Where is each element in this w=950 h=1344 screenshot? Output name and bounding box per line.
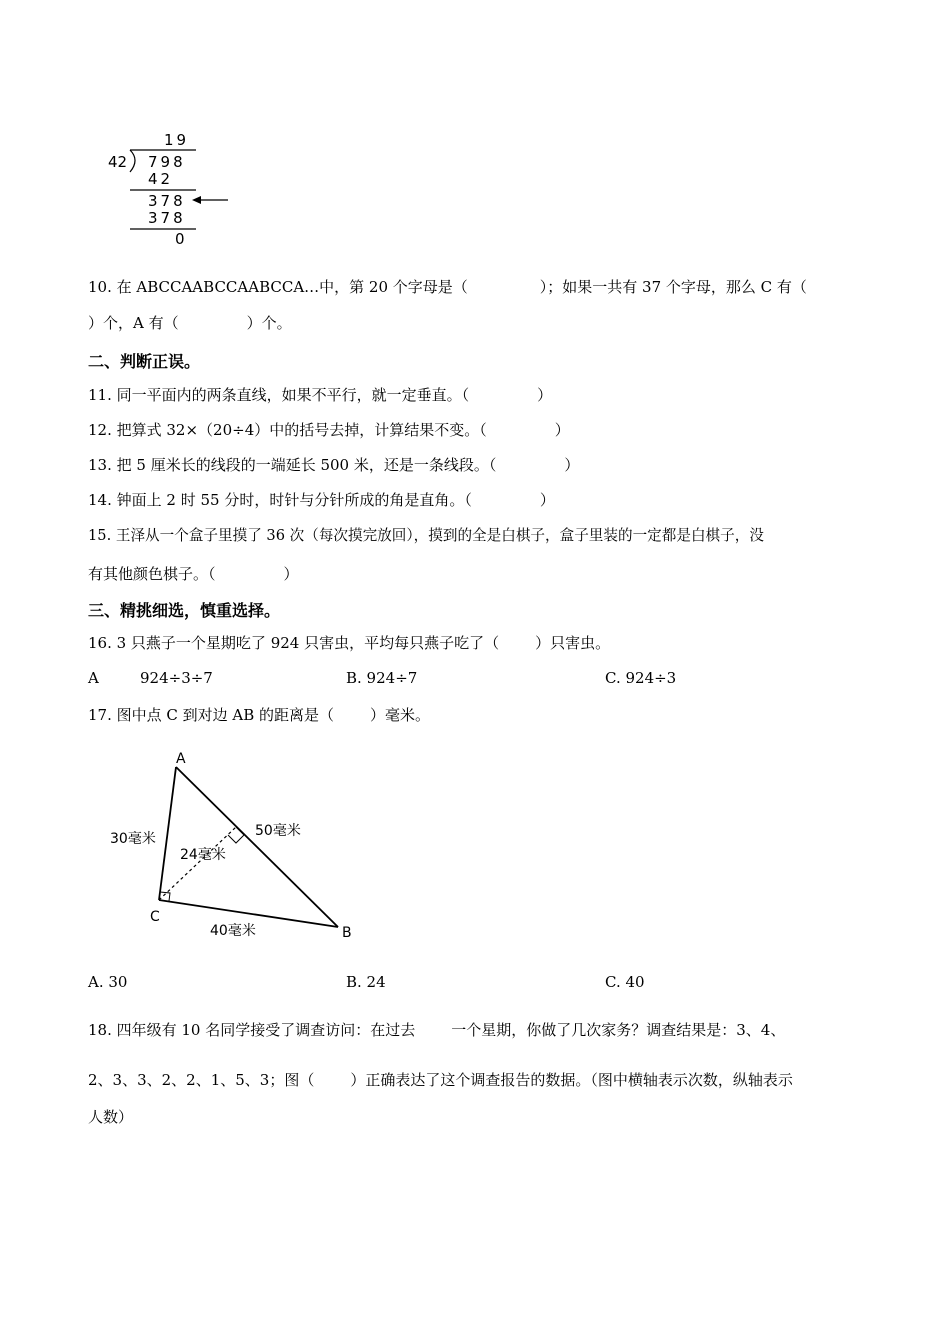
q17-option-b: B. 24 xyxy=(346,973,386,991)
q10-line1b-text: ）；如果一共有 37 个字母，那么 C 有（ xyxy=(539,278,807,296)
q16-option-a-value: 924÷3÷7 xyxy=(140,669,213,687)
q18-line1b-text: 一个星期，你做了几次家务？调查结果是：3、4、 xyxy=(451,1021,786,1039)
arrow-icon xyxy=(192,196,228,204)
long-division-figure xyxy=(100,122,340,252)
division-divisor: 42 xyxy=(108,153,128,171)
q17-option-a: A. 30 xyxy=(88,973,128,991)
q11-close: ） xyxy=(537,386,553,404)
section-3-heading: 三、精挑细选，慎重选择。 xyxy=(88,601,281,620)
q12 xyxy=(88,420,570,440)
division-bracket xyxy=(130,150,135,172)
q18-line2b-text: ）正确表达了这个调查报告的数据。（图中横轴表示次数，纵轴表示 xyxy=(350,1071,793,1089)
q15-line1-text: 15. 王泽从一个盒子里摸了 36 次（每次摸完放回），摸到的全是白棋子，盒子里装的一定都是白棋子，没 xyxy=(88,527,764,544)
q15-close: ） xyxy=(283,565,299,583)
q12-close: ） xyxy=(554,421,570,439)
vertex-c-label: C xyxy=(150,909,160,925)
q10-line2 xyxy=(88,313,292,333)
side-ac xyxy=(159,767,176,900)
q14-close: ） xyxy=(539,491,555,509)
division-dividend: 798 xyxy=(148,153,186,171)
q13 xyxy=(88,455,579,475)
q15-line2-text: 有其他颜色棋子。（ xyxy=(88,565,216,583)
q10-line2b-text: ）个。 xyxy=(246,314,292,332)
q16-text: 16. 3 只燕子一个星期吃了 924 只害虫，平均每只燕子吃了（ xyxy=(88,634,500,652)
q12-text: 12. 把算式 32×（20÷4）中的括号去掉，计算结果不变。（ xyxy=(88,421,487,439)
triangle-figure xyxy=(100,745,380,945)
q16-option-c: C. 924÷3 xyxy=(605,669,677,687)
q16 xyxy=(88,633,610,653)
q17-close: ）毫米。 xyxy=(370,706,431,724)
division-step2: 378 xyxy=(148,192,186,210)
q10-line2a-text: ）个，A 有（ xyxy=(88,314,179,332)
q17-text: 17. 图中点 C 到对边 AB 的距离是（ xyxy=(88,706,335,724)
q17-option-c: C. 40 xyxy=(605,973,645,991)
q18-line1 xyxy=(88,1020,785,1040)
q16-option-a-label: A xyxy=(88,669,99,687)
q18-line3: 人数） xyxy=(88,1108,134,1126)
q10-line1-text: 10. 在 ABCCAABCCAABCCA…中，第 20 个字母是（ xyxy=(88,278,468,296)
q18-line2 xyxy=(88,1070,793,1090)
section-2-heading: 二、判断正误。 xyxy=(88,352,201,371)
altitude-label: 24毫米 xyxy=(180,847,226,863)
altitude-line xyxy=(159,827,236,900)
q17 xyxy=(88,705,430,725)
side-ab-label: 50毫米 xyxy=(255,823,301,839)
q13-close: ） xyxy=(564,456,580,474)
division-quotient: 19 xyxy=(164,131,190,149)
q16-option-b: B. 924÷7 xyxy=(346,669,418,687)
division-step1: 42 xyxy=(148,170,174,188)
q10-line1 xyxy=(88,277,807,297)
q15-line2 xyxy=(88,564,299,584)
q14 xyxy=(88,490,555,510)
q11 xyxy=(88,385,552,405)
q13-text: 13. 把 5 厘米长的线段的一端延长 500 米，还是一条线段。（ xyxy=(88,456,497,474)
q14-text: 14. 钟面上 2 时 55 分时，时针与分针所成的角是直角。（ xyxy=(88,491,472,509)
side-cb-label: 40毫米 xyxy=(210,923,256,939)
division-remainder: 0 xyxy=(175,230,185,248)
side-ac-label: 30毫米 xyxy=(110,831,156,847)
q18-line2a-text: 2、3、3、2、2、1、5、3；图（ xyxy=(88,1071,315,1089)
q16-close: ）只害虫。 xyxy=(535,634,611,652)
vertex-b-label: B xyxy=(342,925,352,941)
division-step3: 378 xyxy=(148,209,186,227)
right-angle-mark-ab xyxy=(228,827,244,843)
q11-text: 11. 同一平面内的两条直线，如果不平行，就一定垂直。（ xyxy=(88,386,470,404)
q15-line1 xyxy=(88,526,764,546)
vertex-a-label: A xyxy=(176,751,186,767)
q18-line1a-text: 18. 四年级有 10 名同学接受了调查访问：在过去 xyxy=(88,1021,416,1039)
